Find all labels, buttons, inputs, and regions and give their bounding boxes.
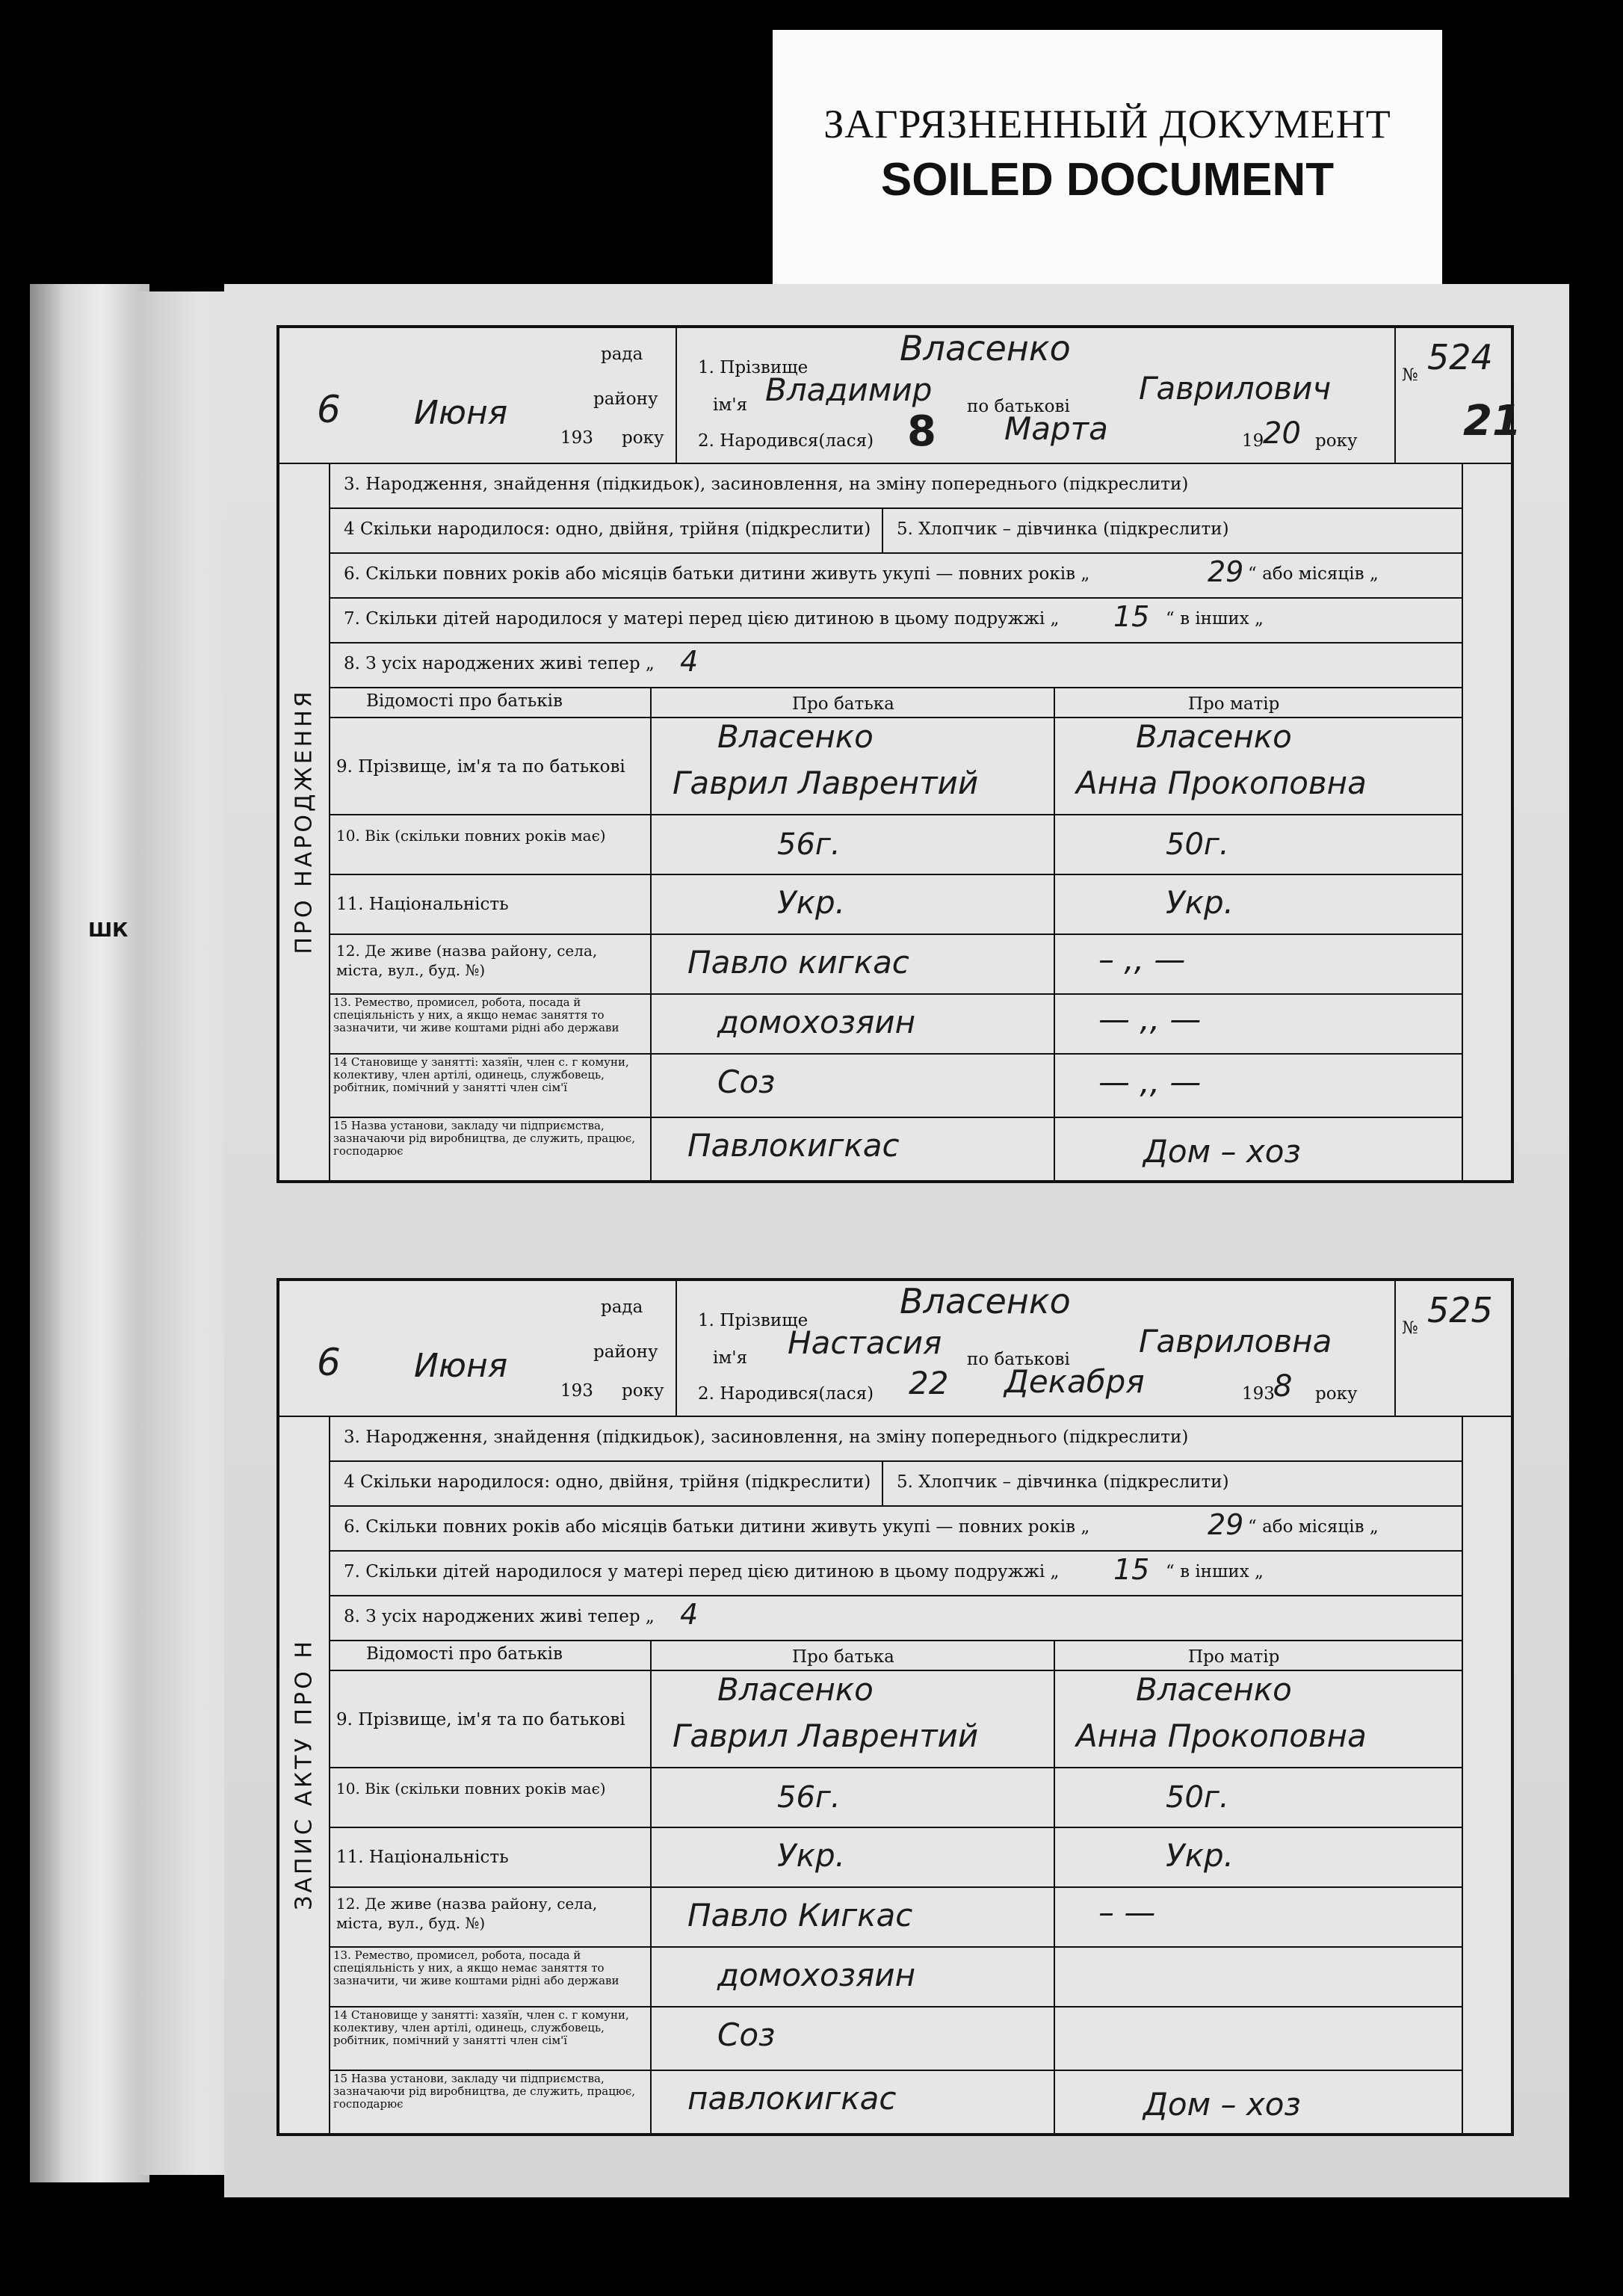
reg-day: 6 [317,388,341,431]
label-russian: ЗАГРЯЗНЕННЫЙ ДОКУМЕНТ [823,102,1391,146]
record-number-block [1394,1281,1512,1417]
question-6-row [329,552,1462,599]
label-rada: рада [601,345,643,364]
birth-record-form-2 [276,1278,1514,2136]
father-name: Гаврил Лаврентий [673,1718,979,1754]
father-status: Соз [717,2016,776,2053]
row-15-workplace [329,1117,1462,1180]
children-before: 15 [1113,1553,1150,1586]
years-together: 29 [1208,555,1244,588]
mother-nationality: Укр. [1166,884,1234,921]
father-status: Соз [717,1064,776,1100]
label-name: ім'я [713,395,748,415]
mother-name: Анна Прокоповна [1076,765,1367,801]
row-11-nationality [329,874,1462,935]
question-7-tail: “ в інших „ [1166,609,1264,629]
father-occupation: домохозяин [717,1004,916,1040]
question-3-row [329,463,1462,509]
child-surname: Власенко [900,328,1071,368]
label-surname: 1. Прізвище [698,1311,809,1330]
father-age: 56г. [777,827,841,862]
label-born: 2. Народився(лася) [698,431,874,451]
father-workplace: павлокигкас [687,2080,897,2117]
mother-age: 50г. [1166,827,1229,862]
row-13-occupation [329,1946,1462,2008]
years-together: 29 [1208,1508,1244,1541]
father-nationality: Укр. [777,1837,845,1874]
row-14-status [329,1053,1462,1118]
birth-day: 22 [909,1365,949,1401]
soiled-document-label [773,30,1442,284]
question-3: 3. Народження, знайдення (підкидьок), засиновлення, на зміну попереднього (підкреслити) [344,1428,1189,1447]
question-6: 6. Скільки повних років або місяців батьки дитини живуть укупі — повних років „ [344,1517,1090,1537]
row-10-age [329,1767,1462,1828]
r12-label: 12. Де живе (назва району, села, міста, вул., буд. №) [336,1895,598,1932]
label-number: № [1402,365,1418,385]
parents-table-header [329,687,1462,718]
question-6: 6. Скільки повних років або місяців батьки дитини живуть укупі — повних років „ [344,564,1090,584]
record-number-block [1394,328,1521,464]
parents-table-header [329,1640,1462,1671]
question-7-tail: “ в інших „ [1166,1562,1264,1581]
question-4: 4 Скільки народилося: одно, двійня, трійня (підкреслити) [344,1472,871,1492]
reg-day: 6 [317,1341,341,1384]
child-patronymic: Гаврилович [1139,370,1332,407]
question-6-tail: “ або місяців „ [1248,1517,1379,1537]
label-roku-born: року [1315,1384,1358,1404]
r9-label: 9. Прізвище, ім'я та по батькові [336,757,625,777]
mother-status: — ,, — [1098,1064,1202,1100]
alive-now: 4 [680,645,699,678]
row-12-residence [329,933,1462,995]
birth-month: Декабря [1004,1363,1145,1400]
birth-record-form-1 [276,325,1521,1183]
child-name-block [676,328,1394,464]
row-9-names [329,1670,1462,1768]
label-year-prefix: 193 [560,428,593,448]
mother-surname: Власенко [1136,1671,1292,1708]
r11-label: 11. Національність [336,1848,509,1867]
mother-residence: – ,, — [1098,941,1186,978]
row-13-occupation [329,993,1462,1055]
r15-label: 15 Назва установи, закладу чи підприємства, зазначаючи рід виробництва, де служить, працює, господарює [333,2072,636,2111]
question-3-row [329,1416,1462,1462]
question-6-tail: “ або місяців „ [1248,564,1379,584]
mother-nationality: Укр. [1166,1837,1234,1874]
father-name: Гаврил Лаврентий [673,765,979,801]
th-mother: Про матір [1188,1647,1280,1667]
label-year-19: 19 [1242,431,1264,451]
mother-name: Анна Прокоповна [1076,1718,1367,1754]
father-surname: Власенко [717,1671,874,1708]
r15-label: 15 Назва установи, закладу чи підприємства, зазначаючи рід виробництва, де служить, працює, господарює [333,1119,636,1158]
father-occupation: домохозяин [717,1957,916,1993]
th-parents: Відомості про батьків [366,1644,563,1664]
registration-date-block [279,1281,677,1417]
birth-year: 20 [1263,416,1301,451]
r10-label: 10. Вік (скільки повних років має) [336,827,606,845]
record-number: 525 [1427,1290,1493,1330]
label-english: SOILED DOCUMENT [880,154,1335,206]
question-4-5-row [329,1460,1462,1507]
r10-label: 10. Вік (скільки повних років має) [336,1780,606,1797]
question-5: 5. Хлопчик – дівчинка (підкреслити) [897,519,1229,539]
question-8: 8. З усіх народжених живі тепер „ [344,654,655,673]
row-11-nationality [329,1827,1462,1888]
mother-surname: Власенко [1136,718,1292,755]
child-surname: Власенко [900,1281,1071,1321]
r14-label: 14 Становище у занятті: хазяїн, член с. г комуни, колективу, член артілі, одинець, службовець, робітник, помічний у занятті член сім'ї [333,2008,629,2047]
mother-occupation: — ,, — [1098,1001,1202,1037]
r13-label: 13. Ремество, промисел, робота, посада й спеціяльність у них, а якщо немає заняття то зазначити, чи живе коштами рідні або держави [333,1948,619,1987]
child-name: Настасия [788,1324,942,1361]
mother-workplace: Дом – хоз [1143,1133,1301,1170]
father-residence: Павло Кигкас [687,1897,913,1934]
children-before: 15 [1113,600,1150,633]
th-father: Про батька [792,694,894,714]
mother-age: 50г. [1166,1780,1229,1815]
vertical-section-label: ЗАПИС АКТУ ПРО Н [279,1416,330,2133]
label-rada: рада [601,1297,643,1317]
row-12-residence [329,1886,1462,1948]
label-roku-born: року [1315,431,1358,451]
question-8: 8. З усіх народжених живі тепер „ [344,1607,655,1626]
father-residence: Павло кигкас [687,944,909,981]
question-4: 4 Скільки народилося: одно, двійня, трійня (підкреслити) [344,519,871,539]
question-8-row [329,1595,1462,1641]
question-7-row [329,1550,1462,1596]
question-7: 7. Скільки дітей народилося у матері перед цією дитиною в цьому подружжі „ [344,1562,1060,1581]
label-roku: року [622,428,664,448]
row-14-status [329,2006,1462,2071]
r12-label: 12. Де живе (назва району, села, міста, вул., буд. №) [336,942,598,979]
row-9-names [329,717,1462,815]
row-10-age [329,814,1462,875]
father-nationality: Укр. [777,884,845,921]
label-born: 2. Народився(лася) [698,1384,874,1404]
child-patronymic: Гавриловна [1139,1323,1332,1360]
label-patronymic: по батькові [967,1350,1070,1369]
r11-label: 11. Національність [336,895,509,914]
child-name: Владимир [765,371,933,408]
child-name-block [676,1281,1394,1417]
right-margin-column [1462,463,1512,1180]
mother-workplace: Дом – хоз [1143,2086,1301,2123]
label-roku: року [622,1381,664,1401]
question-7: 7. Скільки дітей народилося у матері перед цією дитиною в цьому подружжі „ [344,609,1060,629]
th-father: Про батька [792,1647,894,1667]
label-name: ім'я [713,1348,748,1368]
r13-label: 13. Ремество, промисел, робота, посада й спеціяльність у них, а якщо немає заняття то зазначити, чи живе коштами рідні або держави [333,996,619,1034]
mother-residence: – — [1098,1894,1156,1931]
record-number-secondary: 21 [1463,397,1521,445]
spine-fragment-text: ШК [88,919,129,942]
question-8-row [329,642,1462,688]
r14-label: 14 Становище у занятті: хазяїн, член с. г комуни, колективу, член артілі, одинець, службовець, робітник, помічний у занятті член сім'ї [333,1055,629,1094]
th-mother: Про матір [1188,694,1280,714]
book-spine [30,284,149,2182]
father-age: 56г. [777,1780,841,1815]
record-number: 524 [1427,337,1493,377]
th-parents: Відомості про батьків [366,691,563,711]
question-3: 3. Народження, знайдення (підкидьок), засиновлення, на зміну попереднього (підкреслити) [344,475,1189,494]
birth-day: 8 [907,407,936,456]
label-patronymic: по батькові [967,397,1070,416]
label-raionu: району [593,1342,658,1362]
question-5: 5. Хлопчик – дівчинка (підкреслити) [897,1472,1229,1492]
q4-q5-divider [882,1460,883,1505]
vertical-section-label: ПРО НАРОДЖЕННЯ [279,463,330,1180]
birth-month: Марта [1004,410,1108,447]
registration-date-block [279,328,677,464]
q4-q5-divider [882,507,883,552]
label-year-prefix: 193 [560,1381,593,1401]
row-15-workplace [329,2070,1462,2133]
question-4-5-row [329,507,1462,554]
father-workplace: Павлокигкас [687,1127,900,1164]
label-raionu: району [593,389,658,409]
label-number: № [1402,1318,1418,1338]
father-surname: Власенко [717,718,874,755]
parents-table [329,1640,1462,2133]
question-7-row [329,597,1462,644]
alive-now: 4 [680,1598,699,1631]
reg-month: Июня [414,394,508,432]
birth-year: 8 [1273,1369,1293,1404]
label-year-193: 193 [1242,1384,1275,1404]
parents-table [329,687,1462,1180]
question-6-row [329,1505,1462,1552]
right-margin-column [1462,1416,1512,2133]
reg-month: Июня [414,1347,508,1385]
r9-label: 9. Прізвище, ім'я та по батькові [336,1710,625,1729]
label-surname: 1. Прізвище [698,358,809,377]
